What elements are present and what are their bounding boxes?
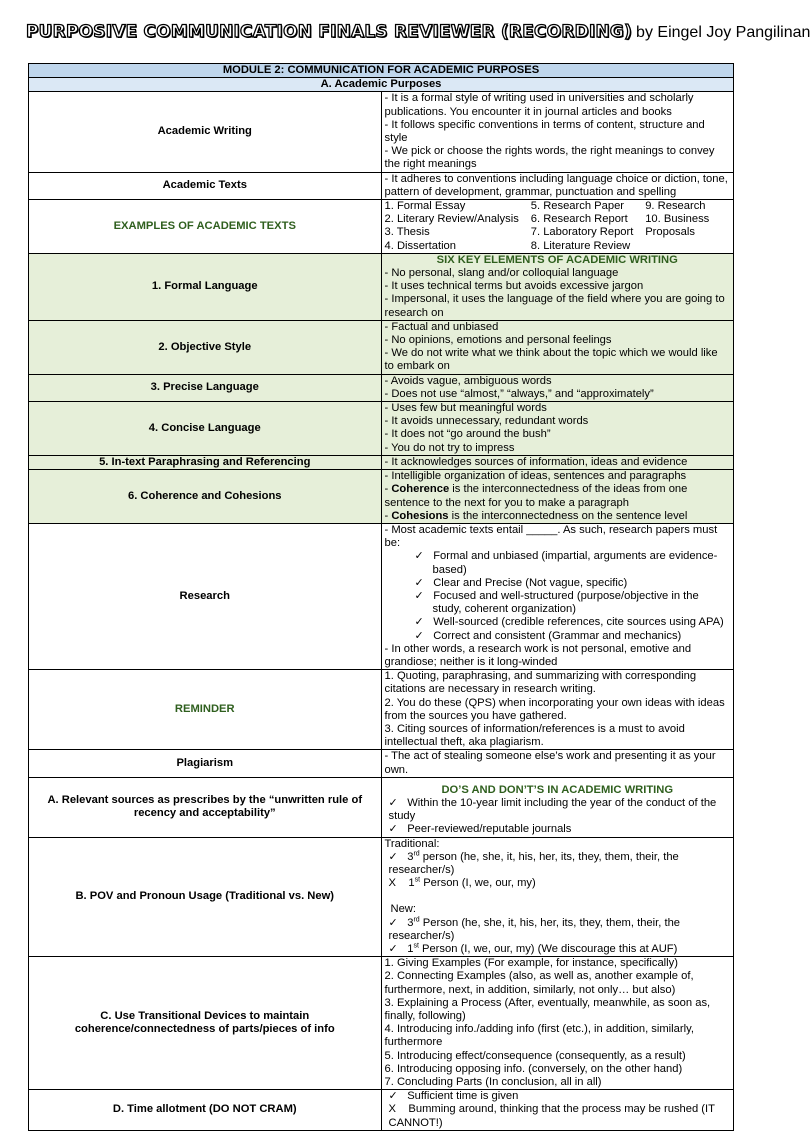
row-label: C. Use Transitional Devices to maintain coherence/connectedness of parts/pieces of info [29, 957, 382, 1090]
check-icon: ✓ [388, 943, 398, 955]
row-content: 1. Giving Examples (For example, for instance, specifically) 2. Connecting Examples (also, as well as, another example of, furthermore, next, in addition, similarly, not only… but also) 3. Explaining a Process (After, eventually, meanwhile, as soon as, finally, following) 4. Introducing info./adding info (first (etc.), in addition, similarly, furthermore 5. Introducing effect/consequence (consequently, as a result) 6. Introducing opposing info. (conversely, on the other hand) 7. Concluding Parts (In conclusion, all in all) [381, 957, 734, 1090]
table-row [29, 523, 734, 669]
row-content: - The act of stealing someone else’s work and presenting it as your own. [381, 750, 734, 777]
author-byline: by Eingel Joy Pangilinan [636, 24, 810, 41]
row-label: Research [29, 523, 382, 669]
row-label: 3. Precise Language [29, 374, 382, 401]
cross-icon: X [388, 877, 396, 890]
module-title: MODULE 2: COMMUNICATION FOR ACADEMIC PURPOSES [29, 64, 734, 78]
row-label: 1. Formal Language [29, 253, 382, 320]
row-label: 2. Objective Style [29, 320, 382, 374]
row-label: 5. In-text Paraphrasing and Referencing [29, 455, 382, 469]
check-icon: ✓ [388, 1090, 398, 1103]
row-content: - It adheres to conventions including language choice or diction, tone, pattern of development, grammar, punctuation and spelling [381, 172, 734, 199]
examples-col-3: 9. Research 10. Business Proposals [645, 200, 710, 239]
row-content: DO’S AND DON’T’S IN ACADEMIC WRITING ✓ Within the 10-year limit including the year of the conduct of the study ✓ Peer-reviewed/reputable journals [381, 777, 734, 837]
table-row [29, 470, 734, 524]
table-row [29, 957, 734, 1090]
table-row [29, 455, 734, 469]
row-label: D. Time allotment (DO NOT CRAM) [29, 1090, 382, 1131]
row-label: Academic Texts [29, 172, 382, 199]
six-key-elements-heading: SIX KEY ELEMENTS OF ACADEMIC WRITING [436, 253, 678, 266]
row-label: REMINDER [29, 670, 382, 750]
table-row [29, 670, 734, 750]
table-row [29, 374, 734, 401]
section-title: A. Academic Purposes [29, 78, 734, 92]
row-content: - Avoids vague, ambiguous words - Does not use “almost,” “always,” and “approximately” [381, 374, 734, 401]
table-row [29, 253, 734, 320]
row-label: Academic Writing [29, 92, 382, 172]
row-content [381, 200, 734, 254]
table-row [29, 1090, 734, 1131]
dos-and-donts-heading: DO’S AND DON’T’S IN ACADEMIC WRITING [441, 783, 674, 796]
table-row [29, 777, 734, 837]
check-icon: ✓ [414, 616, 424, 629]
row-content: - It acknowledges sources of information, ideas and evidence [381, 455, 734, 469]
row-label: 4. Concise Language [29, 402, 382, 456]
table-row [29, 750, 734, 777]
check-icon: ✓ [414, 629, 424, 642]
row-content: - Most academic texts entail _____. As such, research papers must be: ✓ Formal and unbiased (impartial, arguments are evidence-based) ✓ Clear and Precise (Not vague, specific) ✓ Focused and well-structured (purpose/objective in the study, coherent organization) ✓ Well-sourced (credible references, cite sources using APA) ✓ Correct and consistent (Grammar and mechanics) - In other words, a research work is not personal, emotive and grandiose; neither is it long-winded [381, 523, 734, 669]
reviewer-table [28, 63, 734, 1131]
row-content: ✓ Sufficient time is given X Bumming around, thinking that the process may be rushed (IT CANNOT!) [381, 1090, 734, 1131]
row-content: - It is a formal style of writing used in universities and scholarly publications. You encounter it in journal articles and books - It follows specific conventions in terms of content, structure and style - We pick or choose the rights words, the right meanings to convey the right meanings [381, 92, 734, 172]
check-icon: ✓ [388, 916, 398, 929]
row-content: Traditional: ✓ 3rd person (he, she, it, his, her, its, they, them, their, the researcher/s) X 1st Person (I, we, our, my) New: ✓ 3rd Person (he, she, it, his, her, its, they, them, their, the researcher/s) ✓ 1st Person (I, we, our, my) (We discourage this at AUF) [381, 837, 734, 957]
check-icon: ✓ [414, 550, 424, 563]
examples-col-1: 1. Formal Essay 2. Literary Review/Analysis 3. Thesis 4. Dissertation [384, 200, 519, 252]
table-row [29, 92, 734, 172]
table-row [29, 837, 734, 957]
table-row [29, 402, 734, 456]
check-icon: ✓ [388, 850, 398, 863]
table-row [29, 320, 734, 374]
row-label: A. Relevant sources as prescribes by the “unwritten rule of recency and acceptability” [29, 777, 382, 837]
check-icon: ✓ [388, 796, 398, 809]
check-icon: ✓ [414, 589, 424, 602]
document-title: PURPOSIVE COMMUNICATION FINALS REVIEWER (RECORDING) [26, 22, 633, 42]
table-row [29, 200, 734, 254]
row-label: B. POV and Pronoun Usage (Traditional vs. New) [29, 837, 382, 957]
row-content: - Factual and unbiased - No opinions, emotions and personal feelings - We do not write what we think about the topic which we would like to embark on [381, 320, 734, 374]
page-header [26, 22, 810, 52]
row-label: 6. Coherence and Cohesions [29, 470, 382, 524]
row-content: - Uses few but meaningful words - It avoids unnecessary, redundant words - It does not “go around the bush” - You do not try to impress [381, 402, 734, 456]
check-icon: ✓ [388, 823, 398, 836]
row-label: Plagiarism [29, 750, 382, 777]
check-icon: ✓ [414, 576, 424, 589]
examples-col-2: 5. Research Paper 6. Research Report 7. Laboratory Report 8. Literature Review [530, 200, 634, 252]
table-row [29, 172, 734, 199]
row-label: EXAMPLES OF ACADEMIC TEXTS [29, 200, 382, 254]
row-content: SIX KEY ELEMENTS OF ACADEMIC WRITING - No personal, slang and/or colloquial language - It uses technical terms but avoids excessive jargon - Impersonal, it uses the language of the field where you are going to research on [381, 253, 734, 320]
cross-icon: X [388, 1103, 396, 1116]
row-content: 1. Quoting, paraphrasing, and summarizing with corresponding citations are necessary in research writing. 2. You do these (QPS) when incorporating your own ideas with ideas from the sources you have gathered. 3. Citing sources of information/references is a must to avoid intellectual theft, aka plagiarism. [381, 670, 734, 750]
row-content: - Intelligible organization of ideas, sentences and paragraphs - Coherence is the interconnectedness of the ideas from one sentence to the next for you to make a paragraph - Cohesions is the interconnectedness on the sentence level [381, 470, 734, 524]
